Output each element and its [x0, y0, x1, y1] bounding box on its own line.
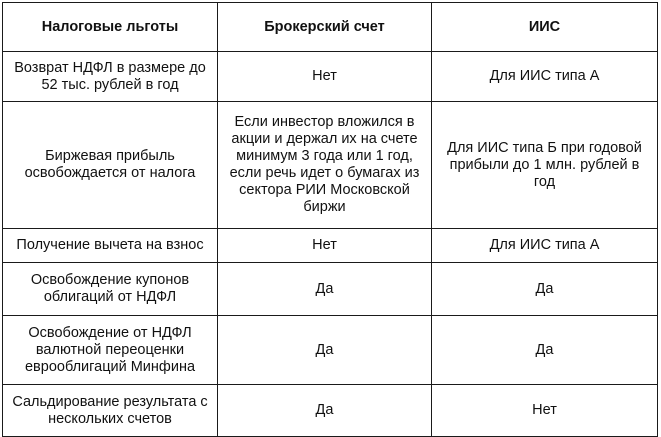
cell-benefit: Биржевая прибыль освобождается от налога: [3, 102, 218, 229]
header-tax-benefits: Налоговые льготы: [3, 3, 218, 52]
cell-iis: Для ИИС типа А: [432, 52, 658, 102]
table-row: [3, 316, 658, 385]
cell-iis: Да: [432, 263, 658, 316]
cell-benefit: Возврат НДФЛ в размере до 52 тыс. рублей в год: [3, 52, 218, 102]
cell-brokerage: Да: [218, 263, 432, 316]
table-row: [3, 229, 658, 263]
cell-brokerage: Нет: [218, 52, 432, 102]
cell-iis: Нет: [432, 385, 658, 437]
tax-benefits-table: [2, 2, 658, 437]
cell-brokerage: Да: [218, 316, 432, 385]
table-row: [3, 385, 658, 437]
table-row: [3, 52, 658, 102]
table-row: [3, 102, 658, 229]
cell-iis: Для ИИС типа А: [432, 229, 658, 263]
cell-brokerage: Если инвестор вложился в акции и держал их на счете минимум 3 года или 1 год, если речь идет о бумагах из сектора РИИ Московской биржи: [218, 102, 432, 229]
cell-brokerage: Да: [218, 385, 432, 437]
table-row: [3, 263, 658, 316]
cell-benefit: Освобождение от НДФЛ валютной переоценки еврооблигаций Минфина: [3, 316, 218, 385]
cell-benefit: Освобождение купонов облигаций от НДФЛ: [3, 263, 218, 316]
cell-benefit: Сальдирование результата с нескольких счетов: [3, 385, 218, 437]
header-brokerage-account: Брокерский счет: [218, 3, 432, 52]
table-header-row: [3, 3, 658, 52]
cell-iis: Для ИИС типа Б при годовой прибыли до 1 млн. рублей в год: [432, 102, 658, 229]
header-iis: ИИС: [432, 3, 658, 52]
cell-iis: Да: [432, 316, 658, 385]
cell-brokerage: Нет: [218, 229, 432, 263]
cell-benefit: Получение вычета на взнос: [3, 229, 218, 263]
